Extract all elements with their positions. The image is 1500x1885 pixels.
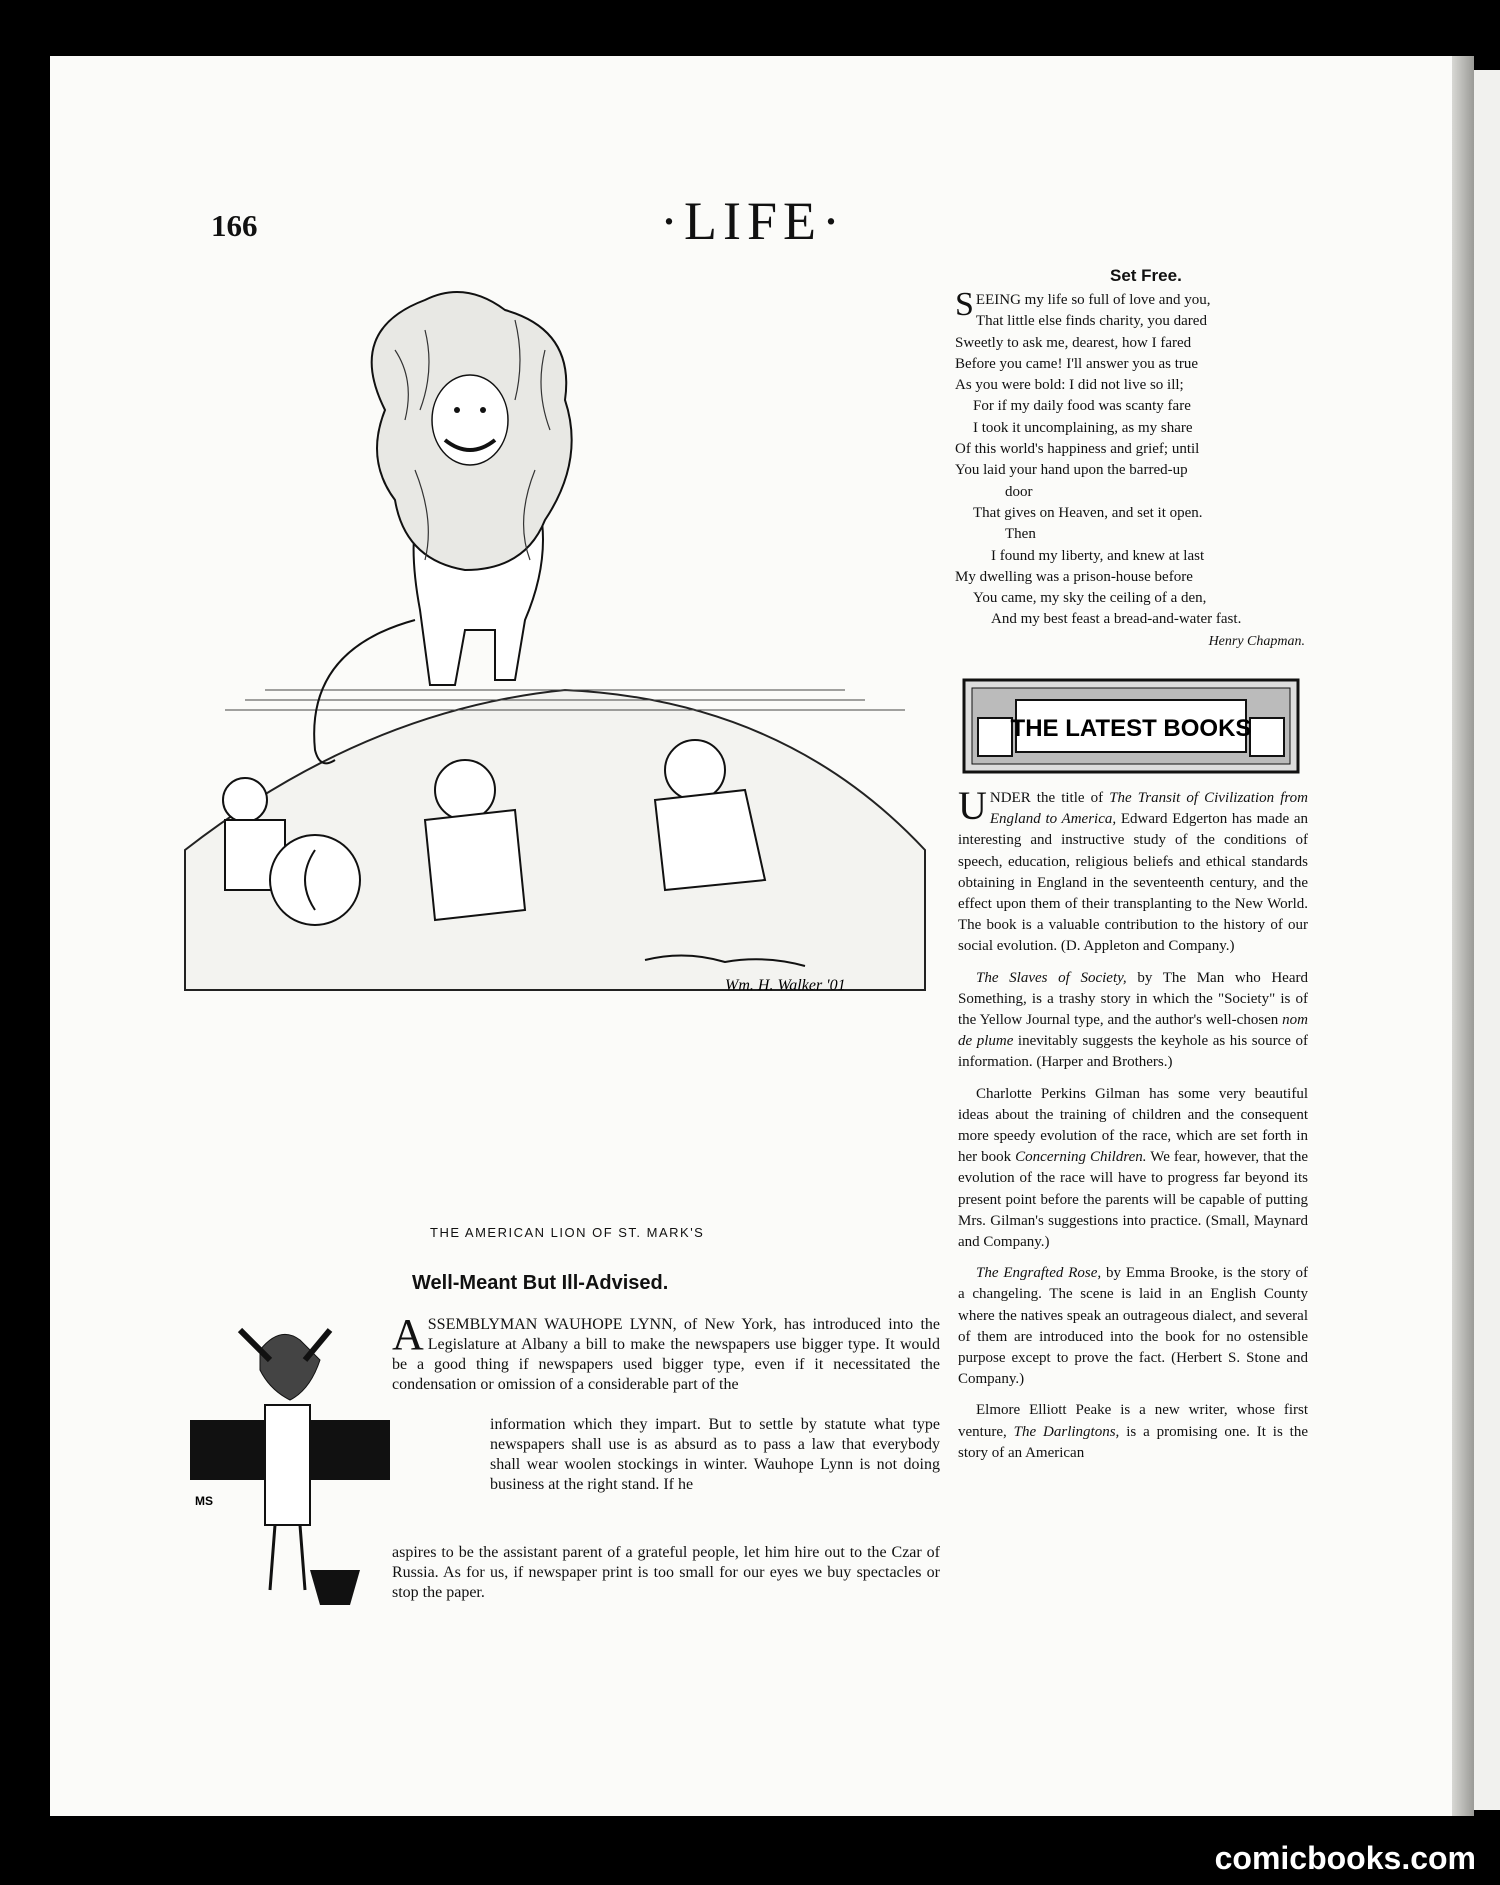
cartoon-signature: Wm. H. Walker '01 — [725, 977, 846, 994]
poem — [955, 286, 1305, 652]
book-title: The Slaves of Society, — [976, 969, 1127, 986]
masthead: ·LIFE· — [660, 191, 846, 251]
book-reviews — [958, 783, 1309, 1474]
review-dropcap: U — [958, 783, 987, 828]
poem-line: Sweetly to ask me, dearest, how I fared — [955, 334, 1192, 351]
poem-line: That gives on Heaven, and set it open. — [973, 504, 1203, 521]
poem-line: For if my daily food was scanty fare — [973, 398, 1191, 415]
poem-dropcap: S — [955, 286, 974, 323]
poem-line: I found my liberty, and knew at last — [991, 547, 1205, 564]
poem-line: You laid your hand upon the barred-up — [955, 462, 1188, 479]
article-text-top: SSEMBLYMAN WAUHOPE LYNN, of New York, has introduced into the Legislature at Albany a bill to make the newspapers use bigger type. It would be a good thing if newspapers used bigger type, even if it necessitated the condensation or omission of a considerable part of the — [392, 1316, 940, 1393]
article-body-narrow: information which they impart. But to settle by statute what type newspapers shall use is as absurd as to pass a law that everybody shall wear woolen stockings in winter. Wauhope Lynn is not doing business at the right stand. If he — [490, 1416, 940, 1493]
poem-line: Before you came! I'll answer you as true — [955, 355, 1199, 372]
poem-line: Then — [1005, 526, 1036, 543]
poem-line: You came, my sky the ceiling of a den, — [973, 590, 1207, 607]
poem-line: EEING my life so full of love and you, — [975, 292, 1211, 308]
site-watermark: comicbooks.com — [1214, 1840, 1476, 1876]
poem-title: Set Free. — [1110, 266, 1182, 285]
review-slaves: The Slaves of Society, by The Man who Heard Something, is a trashy story in which the "Society" is of the Yellow Journal type, and the author's well-chosen nom de plume inevitably suggests the keyhole as his source of information. (Harper and Brothers.) — [958, 969, 1308, 1071]
latest-books-heading: THE LATEST BOOKS — [1010, 715, 1252, 742]
article-title: Well-Meant But Ill-Advised. — [412, 1272, 669, 1294]
latest-books-banner — [962, 678, 1300, 774]
poem-line: door — [1005, 483, 1033, 500]
article-body-end: aspires to be the assistant parent of a grateful people, let him hire out to the Czar of Russia. As for us, if newspaper print is too small for our eyes we buy spectacles or stop the paper. — [392, 1544, 940, 1601]
poem-line: I took it uncomplaining, as my share — [973, 419, 1193, 436]
american-lion-cartoon — [165, 290, 945, 1215]
poem-line: Of this world's happiness and grief; until — [955, 441, 1200, 458]
book-title: The Transit of Civilization from England to America, — [989, 790, 1309, 828]
page-number: 166 — [211, 208, 258, 243]
review-transit: UNDER the title of The Transit of Civilization from England to America, Edward Edgerton has made an interesting and instructive study of the conditions of speech, education, religious beliefs and ethical standards obtaining in England in the seventeenth century, and the effect upon them of their transplanting to the New World. The book is a valuable contribution to the history of our social evolution. (D. Appleton and Company.) — [958, 783, 1309, 955]
book-title: The Engrafted Rose, — [976, 1265, 1102, 1282]
article-dropcap: A — [392, 1310, 424, 1359]
review-darlingtons: Elmore Elliott Peake is a new writer, whose first venture, The Darlingtons, is a promising one. It is the story of an American — [958, 1402, 1309, 1461]
book-title: Concerning Children. — [1015, 1149, 1147, 1166]
book-title: The Darlingtons, — [1013, 1423, 1120, 1440]
poem-author: Henry Chapman. — [1208, 633, 1305, 649]
poem-line: That little else finds charity, you dared — [975, 313, 1207, 330]
review-engrafted-rose: The Engrafted Rose, by Emma Brooke, is the story of a changeling. The scene is laid in an English County where the natives speak an outrageous dialect, and several of them are introduced into the book for no ostensible purpose except to prove the fact. (Herbert S. Stone and Company.) — [958, 1265, 1309, 1388]
poem-line: My dwelling was a prison-house before — [955, 568, 1193, 585]
illustration-initials: MS — [195, 1494, 213, 1508]
adjacent-page-edge — [1474, 70, 1500, 1810]
review-concerning-children: Charlotte Perkins Gilman has some very beautiful ideas about the training of children and the consequent more speedy evolution of the race, which are set forth in her book Concerning Children. We fear, however, that the evolution of the race will have to progress far beyond its present point before the parents will be capable of putting Mrs. Gilman's suggestions into practice. (Small, Maynard and Company.) — [958, 1085, 1308, 1251]
poem-line: And my best feast a bread-and-water fast. — [991, 611, 1242, 628]
article-body-top — [392, 1310, 940, 1395]
poem-line: As you were bold: I did not live so ill; — [955, 377, 1184, 394]
cartoon-caption: THE AMERICAN LION OF ST. MARK'S — [430, 1225, 705, 1240]
donkey-illustration — [190, 1320, 410, 1620]
book-spine — [1452, 56, 1474, 1816]
